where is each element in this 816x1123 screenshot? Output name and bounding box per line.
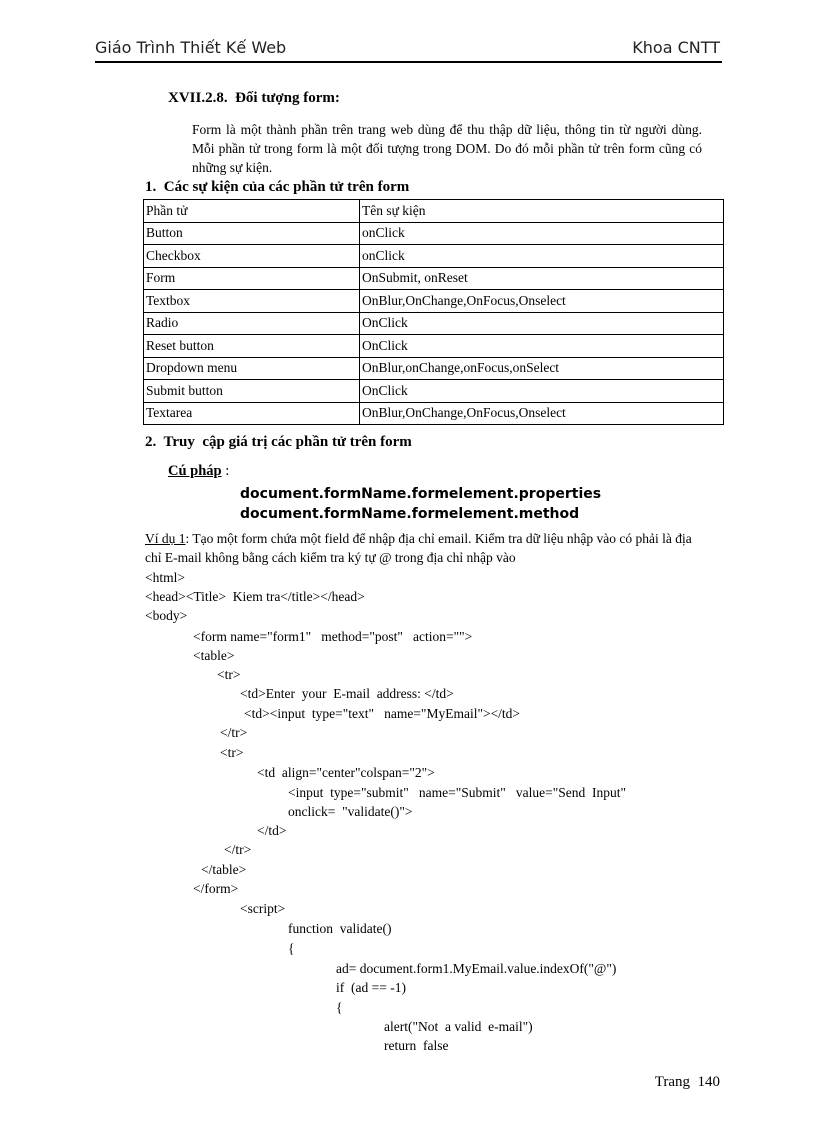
event-cell: onClick <box>360 245 724 268</box>
element-cell: Submit button <box>144 380 360 403</box>
event-cell: OnBlur,OnChange,OnFocus,Onselect <box>360 402 724 425</box>
element-cell: Reset button <box>144 335 360 358</box>
table-header-event: Tên sự kiện <box>360 200 724 223</box>
code-line: <td><input type="text" name="MyEmail"></td> <box>244 706 521 721</box>
code-line: if (ad == -1) <box>336 980 406 995</box>
element-cell: Textarea <box>144 402 360 425</box>
table-header-row <box>144 200 724 223</box>
syntax-colon: : <box>221 463 230 479</box>
syntax-line-properties: document.formName.formelement.properties <box>240 486 602 502</box>
code-line: <td align="center"colspan="2"> <box>257 765 435 780</box>
code-line: <input type="submit" name="Submit" value="Send Input" <box>288 785 626 800</box>
table-row <box>144 357 724 380</box>
element-cell: Button <box>144 222 360 245</box>
code-line: </table> <box>201 862 247 877</box>
code-line: </tr> <box>224 842 252 857</box>
events-table <box>143 199 724 425</box>
table-row <box>144 222 724 245</box>
code-line: alert("Not a valid e-mail") <box>384 1019 533 1034</box>
table-row <box>144 312 724 335</box>
code-line: <head><Title> Kiem tra</title></head> <box>145 589 365 604</box>
table-row <box>144 380 724 403</box>
table-row <box>144 335 724 358</box>
header-faculty: Khoa CNTT <box>632 38 720 57</box>
table-header-element: Phần tử <box>144 200 360 223</box>
code-line: <td>Enter your E-mail address: </td> <box>240 686 454 701</box>
code-line: ad= document.form1.MyEmail.value.indexOf("@") <box>336 961 617 976</box>
page-number: Trang 140 <box>654 1074 720 1090</box>
element-cell: Textbox <box>144 290 360 313</box>
table-row <box>144 402 724 425</box>
event-cell: OnClick <box>360 380 724 403</box>
event-cell: OnBlur,OnChange,OnFocus,Onselect <box>360 290 724 313</box>
section-title: XVII.2.8. Đối tượng form: <box>168 90 340 106</box>
code-line: return false <box>384 1038 449 1053</box>
example-paragraph <box>145 529 710 567</box>
syntax-label <box>168 463 229 480</box>
event-cell: OnClick <box>360 312 724 335</box>
syntax-line-method: document.formName.formelement.method <box>240 506 580 522</box>
code-line: </tr> <box>220 725 248 740</box>
event-cell: OnClick <box>360 335 724 358</box>
code-line: <form name="form1" method="post" action=""> <box>193 629 473 644</box>
header-rule <box>95 61 722 63</box>
event-cell: OnSubmit, onReset <box>360 267 724 290</box>
example-text: : Tạo một form chứa một field để nhập địa chỉ email. Kiểm tra dữ liệu nhập vào có phải là địa chỉ E-mail không bằng cách kiểm tra ký tự @ trong địa chỉ nhập vào <box>145 531 692 565</box>
code-line: <table> <box>193 648 235 663</box>
example-label: Ví dụ 1 <box>145 531 186 546</box>
element-cell: Dropdown menu <box>144 357 360 380</box>
code-line: <script> <box>240 901 286 916</box>
code-line: <tr> <box>217 667 241 682</box>
syntax-label-text: Cú pháp <box>168 463 222 479</box>
event-cell: OnBlur,onChange,onFocus,onSelect <box>360 357 724 380</box>
intro-paragraph: Form là một thành phần trên trang web dùng để thu thập dữ liệu, thông tin từ người dùng. Mỗi phần tử trong form là một đối tượng trong DOM. Do đó mỗi phần tử trên form cũng có những sự kiện. <box>192 122 702 175</box>
element-cell: Form <box>144 267 360 290</box>
code-line: </td> <box>257 823 287 838</box>
code-line: onclick= "validate()"> <box>288 804 413 819</box>
code-line: <body> <box>145 608 188 623</box>
code-line: </form> <box>193 881 239 896</box>
table-row <box>144 245 724 268</box>
code-line: <html> <box>145 570 185 585</box>
code-line: { <box>288 941 295 956</box>
code-line: <tr> <box>220 745 244 760</box>
element-cell: Checkbox <box>144 245 360 268</box>
header-course-title: Giáo Trình Thiết Kế Web <box>95 38 287 57</box>
code-line: function validate() <box>288 921 392 936</box>
heading-events: 1. Các sự kiện của các phần tử trên form <box>145 179 410 195</box>
table-row <box>144 267 724 290</box>
heading-access-values: 2. Truy cập giá trị các phần tử trên form <box>145 434 412 450</box>
element-cell: Radio <box>144 312 360 335</box>
table-row <box>144 290 724 313</box>
code-line: { <box>336 1000 343 1015</box>
event-cell: onClick <box>360 222 724 245</box>
